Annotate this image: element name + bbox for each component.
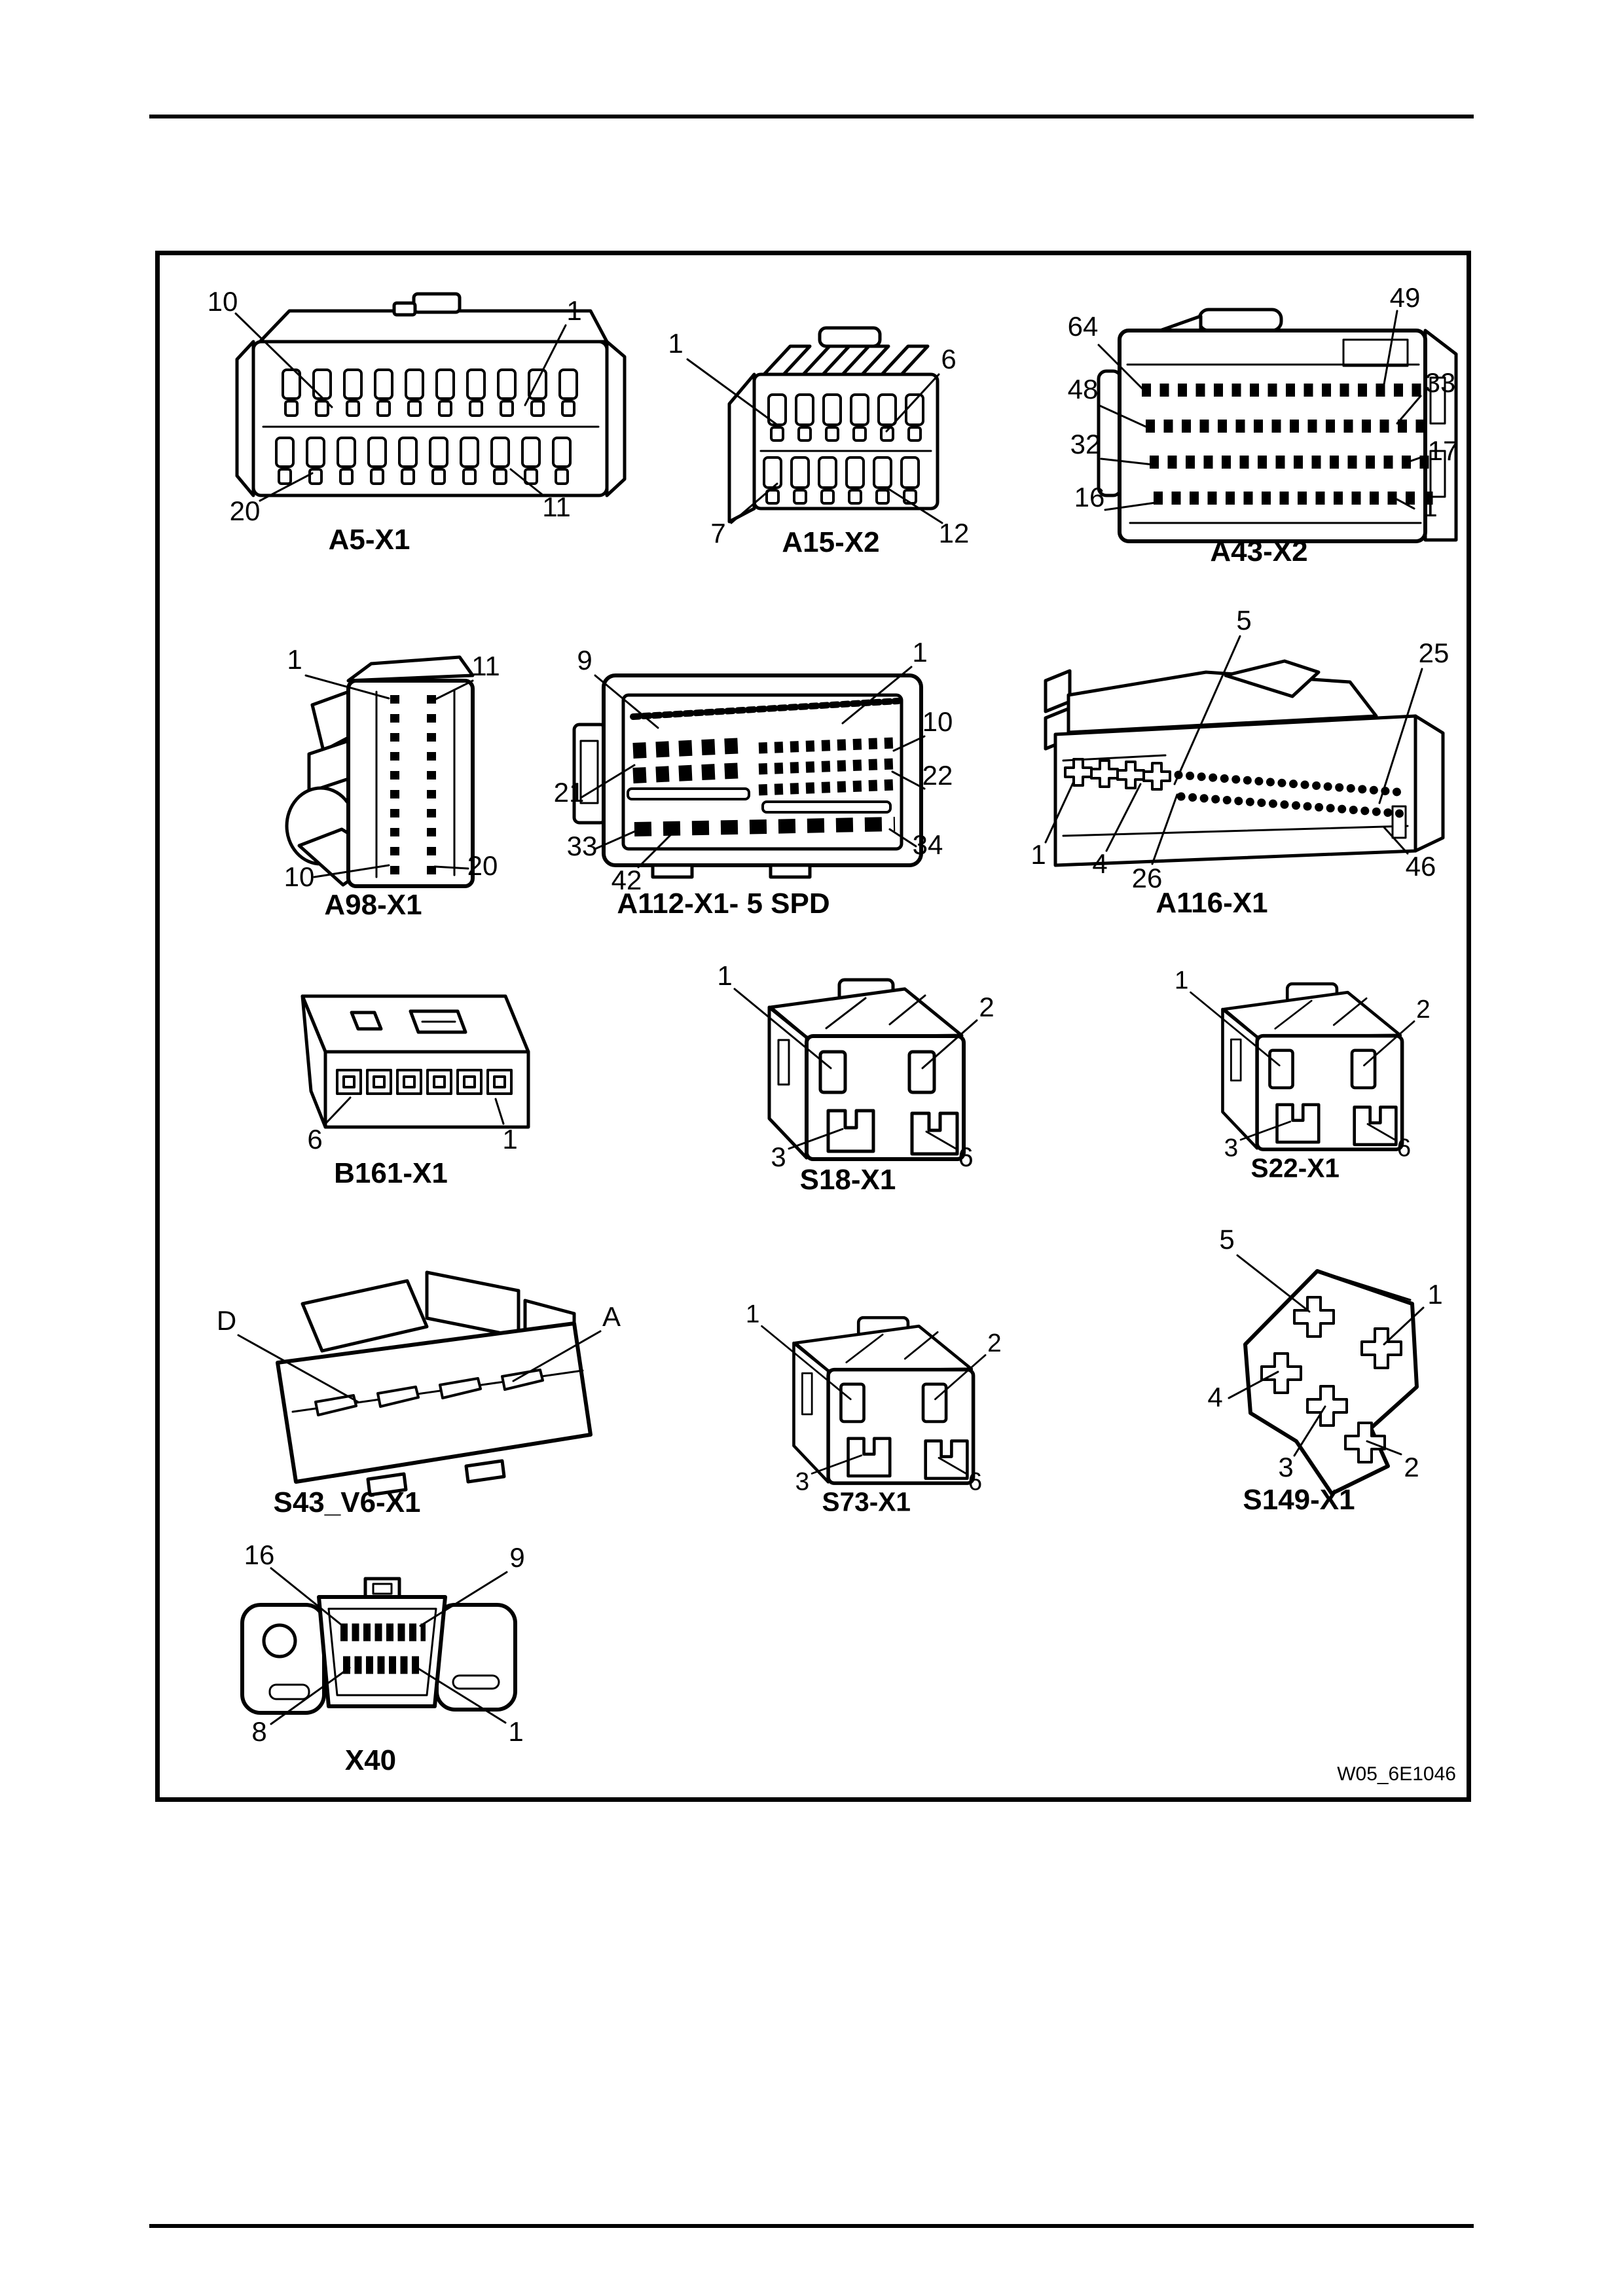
callout-label: 1 [1030, 839, 1046, 870]
callout-label: 10 [283, 861, 315, 892]
figure-s22-x1 [1163, 961, 1438, 1191]
callout-label: 16 [1074, 482, 1105, 512]
connector-drawing-a15-x2 [656, 312, 1003, 561]
callout-label: 1 [1174, 966, 1189, 995]
callout-label: 4 [1092, 848, 1108, 879]
callout-label: 6 [307, 1124, 323, 1155]
callout-label: 3 [1224, 1134, 1239, 1162]
figure-b161-x1 [253, 960, 528, 1209]
figure-caption: A98-X1 [324, 889, 422, 921]
figure-caption: A116-X1 [1156, 887, 1268, 919]
figure-s18-x1 [705, 960, 1003, 1199]
callout-label: 2 [1404, 1452, 1419, 1482]
callout-label: 1 [287, 644, 302, 675]
connector-drawing-x40 [211, 1539, 545, 1782]
callout-label: 48 [1067, 374, 1099, 404]
callout-label: 16 [244, 1539, 275, 1570]
callout-label: 5 [1219, 1224, 1235, 1255]
connector-drawing-a98-x1 [244, 630, 519, 924]
callout-label: 7 [710, 518, 726, 548]
callout-label: 2 [987, 1329, 1002, 1357]
callout-label: 33 [1425, 367, 1456, 398]
callout-label: 3 [1278, 1452, 1294, 1482]
callout-label: 1 [912, 637, 928, 668]
connector-body [302, 996, 528, 1127]
callout-label: 10 [922, 706, 953, 737]
connector-body [242, 1579, 515, 1713]
connector-drawing-a112-x1 [555, 633, 960, 927]
callout-label: 17 [1427, 435, 1459, 466]
callout-label: 8 [251, 1716, 267, 1747]
callout-label: 11 [542, 492, 571, 522]
callout-label: 6 [941, 344, 957, 374]
connector-drawing-a116-x1 [1010, 605, 1461, 931]
callout-label: 9 [577, 645, 593, 675]
connector-drawing-a43-x2 [1062, 279, 1491, 571]
callout-label: 6 [968, 1467, 983, 1496]
connector-drawing-s43-v6-x1 [204, 1245, 630, 1520]
callout-label: D [216, 1305, 237, 1336]
callout-label: 34 [912, 829, 943, 860]
callout-label: 1 [502, 1124, 518, 1155]
callout-label: 9 [509, 1542, 525, 1573]
figure-s73-x1 [735, 1295, 1010, 1524]
callout-label: 2 [979, 992, 994, 1022]
callout-label: 11 [471, 651, 500, 681]
callout-label: 33 [566, 831, 598, 861]
callout-label: 22 [922, 760, 953, 791]
callout-label: 1 [668, 328, 684, 359]
figure-caption: A5-X1 [328, 524, 410, 556]
figure-a43-x2 [1062, 279, 1491, 571]
connector-body [1245, 1271, 1417, 1494]
figure-caption: A112-X1- 5 SPD [617, 888, 830, 920]
callout-label: 42 [611, 865, 642, 895]
callout-label: 20 [229, 495, 261, 526]
callout-label: 1 [1427, 1279, 1443, 1310]
callout-label: 5 [1236, 605, 1252, 636]
diagram-frame [155, 251, 1471, 1802]
connector-body [574, 675, 921, 877]
callout-label: 1 [508, 1716, 524, 1747]
callout-label: 46 [1405, 851, 1436, 882]
figure-caption: X40 [344, 1744, 397, 1776]
callout-label: 26 [1131, 863, 1163, 893]
callout-label: 3 [795, 1467, 810, 1496]
callout-label: 32 [1070, 429, 1101, 459]
figure-caption: A15-X2 [782, 526, 880, 558]
figure-s149-x1 [1193, 1220, 1455, 1521]
connector-drawing-s18-x1 [705, 960, 1003, 1199]
figure-caption: S22-X1 [1250, 1153, 1340, 1183]
callout-label: 25 [1418, 637, 1450, 668]
figure-caption: S18-X1 [799, 1164, 896, 1196]
figure-s43-v6-x1 [204, 1245, 630, 1520]
connector-drawing-s22-x1 [1163, 961, 1438, 1191]
figure-a5-x1 [198, 279, 663, 561]
figure-a112-x1 [555, 633, 960, 927]
figure-a15-x2 [656, 312, 1003, 561]
figure-a98-x1 [244, 630, 519, 924]
header-rule [149, 115, 1474, 118]
callout-label: A [602, 1301, 621, 1332]
figure-caption: S73-X1 [822, 1486, 911, 1517]
callout-label: 6 [958, 1141, 974, 1172]
callout-label: 1 [1422, 492, 1438, 522]
callout-label: 49 [1389, 282, 1421, 313]
connector-drawing-s149-x1 [1193, 1220, 1455, 1521]
callout-label: 64 [1067, 311, 1099, 342]
callout-label: 2 [1416, 995, 1431, 1024]
callout-label: 20 [467, 850, 498, 881]
figure-a116-x1 [1010, 605, 1461, 931]
connector-body [287, 657, 473, 886]
callout-label: 1 [717, 960, 733, 991]
connector-drawing-s73-x1 [735, 1295, 1010, 1524]
callout-label: 10 [207, 286, 238, 317]
connector-drawing-a5-x1 [198, 279, 663, 561]
callout-label: 4 [1207, 1382, 1223, 1412]
figure-caption: B161-X1 [334, 1157, 448, 1189]
watermark: W05_6E1046 [1337, 1763, 1456, 1785]
callout-label: 12 [938, 518, 970, 548]
callout-label: 1 [566, 295, 582, 326]
figure-x40 [211, 1539, 545, 1782]
callout-label: 6 [1396, 1134, 1412, 1162]
figure-caption: A43-X2 [1210, 535, 1308, 567]
callout-label: 3 [771, 1141, 786, 1172]
callout-label: 21 [553, 777, 585, 808]
figure-caption: S149-X1 [1243, 1484, 1355, 1516]
figure-caption: S43_V6-X1 [273, 1486, 421, 1518]
callout-label: 1 [745, 1300, 760, 1329]
footer-rule [149, 2224, 1474, 2228]
connector-drawing-b161-x1 [253, 960, 528, 1209]
